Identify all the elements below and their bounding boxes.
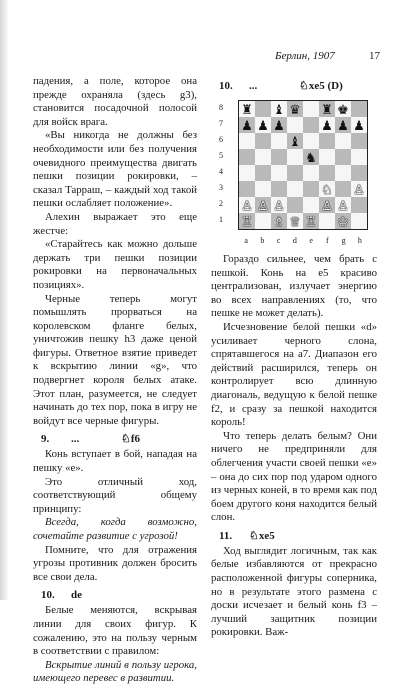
paragraph: Исчезновение белой пешки «d» усиливает черного слона, спрятавшегося на a7. Диапазон его действий расширился, теперь он контролирует всю длинную диагональ, ведущую к белой пешке f2, и сразу за пешкой находится король! (211, 320, 377, 429)
rank-label: 7 (219, 119, 223, 128)
board-square (271, 165, 287, 181)
board-square (287, 197, 303, 213)
chess-piece-square: ♞ (303, 149, 319, 165)
chess-piece-square: ♖ (239, 213, 255, 229)
file-labels (238, 234, 368, 248)
board-square (351, 213, 367, 229)
running-title: Берлин, 1907 (275, 50, 335, 62)
file-label: a (244, 236, 248, 245)
rank-label: 2 (219, 199, 223, 208)
paragraph: Что теперь делать белым? Они ничего не предприняли для облегчения участи своей пешки «e» – она до сих пор под ударом одного из черных коней, в то время как под боем другого коня находится белый слон. (211, 429, 377, 524)
board-square (287, 181, 303, 197)
chess-piece-square: ♘ (319, 181, 335, 197)
chess-piece-square: ♟ (319, 117, 335, 133)
chess-piece-square: ♙ (239, 197, 255, 213)
chess-piece-square: ♝ (271, 101, 287, 117)
chess-piece-square: ♕ (287, 213, 303, 229)
quote-tarrasch: «Вы никогда не должны без необходимости или без получения очевидного преимущества двигать пешки позиции рокировки, – сказал Тарраш, – каждый ход такой пешки ослабляет положение». (33, 129, 197, 210)
chess-piece-square: ♜ (239, 101, 255, 117)
quote-alekhine: «Старайтесь как можно дольше держать три пешки позиции рокировки на первоначальных позициях». (33, 238, 197, 291)
chess-piece-square: ♗ (271, 213, 287, 229)
board-square (351, 101, 367, 117)
chess-board (238, 100, 368, 230)
chess-piece-square: ♟ (255, 117, 271, 133)
paragraph: Алехин выражает это еще жестче: (33, 210, 197, 237)
file-label: f (326, 236, 329, 245)
board-square (319, 133, 335, 149)
move-ellipsis: ... (249, 80, 258, 92)
move-notation: ♘f6 (121, 433, 141, 446)
file-label: b (260, 236, 265, 245)
move-9 (33, 432, 197, 446)
paragraph: Конь вступает в бой, нападая на пешку «e». (33, 448, 197, 475)
paragraph: Белые меняются, вскрывая линии для своих фигур. К сожалению, это на пользу черным в соответствии с правилом: (33, 604, 197, 658)
move-number: 10. (41, 589, 55, 602)
board-square (255, 181, 271, 197)
board-square (319, 149, 335, 165)
rank-label: 8 (219, 103, 223, 112)
move-ellipsis: ... (71, 433, 80, 446)
board-square (303, 101, 319, 117)
left-column (33, 75, 197, 686)
board-square (271, 133, 287, 149)
board-square (287, 165, 303, 181)
board-square (303, 165, 319, 181)
board-square (351, 165, 367, 181)
board-square (303, 181, 319, 197)
file-label: h (357, 236, 362, 245)
file-label: c (276, 236, 281, 245)
board-square (271, 181, 287, 197)
chess-piece-square: ♛ (287, 101, 303, 117)
rank-label: 1 (219, 215, 223, 224)
board-square (255, 213, 271, 229)
board-square (239, 149, 255, 165)
paragraph: Помните, что для отражения угрозы противник должен бросить все свои дела. (33, 543, 197, 583)
file-label: d (292, 236, 297, 245)
board-square (335, 165, 351, 181)
paragraph: Ход выглядит логичным, так как белые избавляются от прекрасно расположенной фигуры соперника, но в результате этого размена с доски исчезает и белый конь f3 – лучший защитник позиции рокировки. Важ- (211, 544, 377, 639)
chess-piece-square: ♟ (271, 117, 287, 133)
file-label: g (341, 236, 346, 245)
board-square (255, 165, 271, 181)
right-column (211, 79, 377, 640)
board-square (335, 181, 351, 197)
rank-label: 4 (219, 167, 223, 176)
move-10-black (211, 79, 377, 93)
board-square (255, 133, 271, 149)
board-square (303, 197, 319, 213)
rule-italic: Вскрытие линий в пользу игрока, имеющего перевес в развитии. (33, 658, 197, 685)
board-square (239, 165, 255, 181)
chess-piece-square: ♝ (287, 133, 303, 149)
rank-label: 3 (219, 183, 223, 192)
chess-diagram (211, 97, 377, 247)
board-square (351, 149, 367, 165)
board-square (271, 149, 287, 165)
move-number: 10. (219, 80, 233, 92)
chess-piece-square: ♙ (255, 197, 271, 213)
chess-piece-square: ♜ (319, 101, 335, 117)
paragraph: падения, а поле, которое она прежде охраняла (здесь g3), становится посадочной полосой для войск врага. (33, 75, 197, 128)
board-square (239, 133, 255, 149)
chess-piece-square: ♙ (271, 197, 287, 213)
move-notation: ♘xe5 (249, 529, 275, 542)
chess-piece-square: ♙ (335, 197, 351, 213)
move-notation: ♘xe5 (D) (299, 80, 343, 92)
board-square (351, 133, 367, 149)
file-label: e (309, 236, 313, 245)
move-11 (211, 529, 377, 543)
chess-piece-square: ♟ (335, 117, 351, 133)
principle-italic: Всегда, когда возможно, сочетайте развитие с угрозой! (33, 516, 197, 542)
board-square (287, 117, 303, 133)
move-10 (33, 588, 197, 602)
move-number: 9. (41, 433, 50, 446)
rank-labels (216, 100, 226, 228)
chess-piece-square: ♙ (319, 197, 335, 213)
board-square (303, 133, 319, 149)
chess-piece-square: ♔ (335, 213, 351, 229)
board-square (255, 149, 271, 165)
board-square (319, 213, 335, 229)
chess-piece-square: ♚ (335, 101, 351, 117)
paragraph: Гораздо сильнее, чем брать с пешкой. Конь на e5 красиво централизован, излучает энергию во всех направлениях (то, что пешке не может делать). (211, 253, 377, 320)
board-square (287, 149, 303, 165)
paragraph: Это отличный ход, соответствующий общему принципу: (33, 475, 197, 515)
chess-piece-square: ♟ (351, 117, 367, 133)
board-square (335, 133, 351, 149)
board-square (303, 117, 319, 133)
page-number: 17 (369, 50, 380, 62)
rank-label: 5 (219, 151, 223, 160)
move-number: 11. (219, 529, 233, 542)
paragraph: Черные теперь могут помышлять прорваться на королевском фланге белых, уничтожив пешку h3 даже ценой фигуры. Ответное взятие приведет к вскрытию линии «g», что подвергнет короля белых атаке. Этот план, разумеется, не следует начинать до тех пор, пока в игру не войдут все черные фигуры. (33, 292, 197, 427)
board-square (239, 181, 255, 197)
board-square (255, 101, 271, 117)
board-square (319, 165, 335, 181)
chess-piece-square: ♙ (351, 181, 367, 197)
page-gutter (0, 0, 9, 600)
rank-label: 6 (219, 135, 223, 144)
board-square (351, 197, 367, 213)
board-square (335, 149, 351, 165)
chess-piece-square: ♟ (239, 117, 255, 133)
move-notation: de (71, 589, 82, 602)
chess-piece-square: ♖ (303, 213, 319, 229)
page-header (275, 50, 380, 64)
